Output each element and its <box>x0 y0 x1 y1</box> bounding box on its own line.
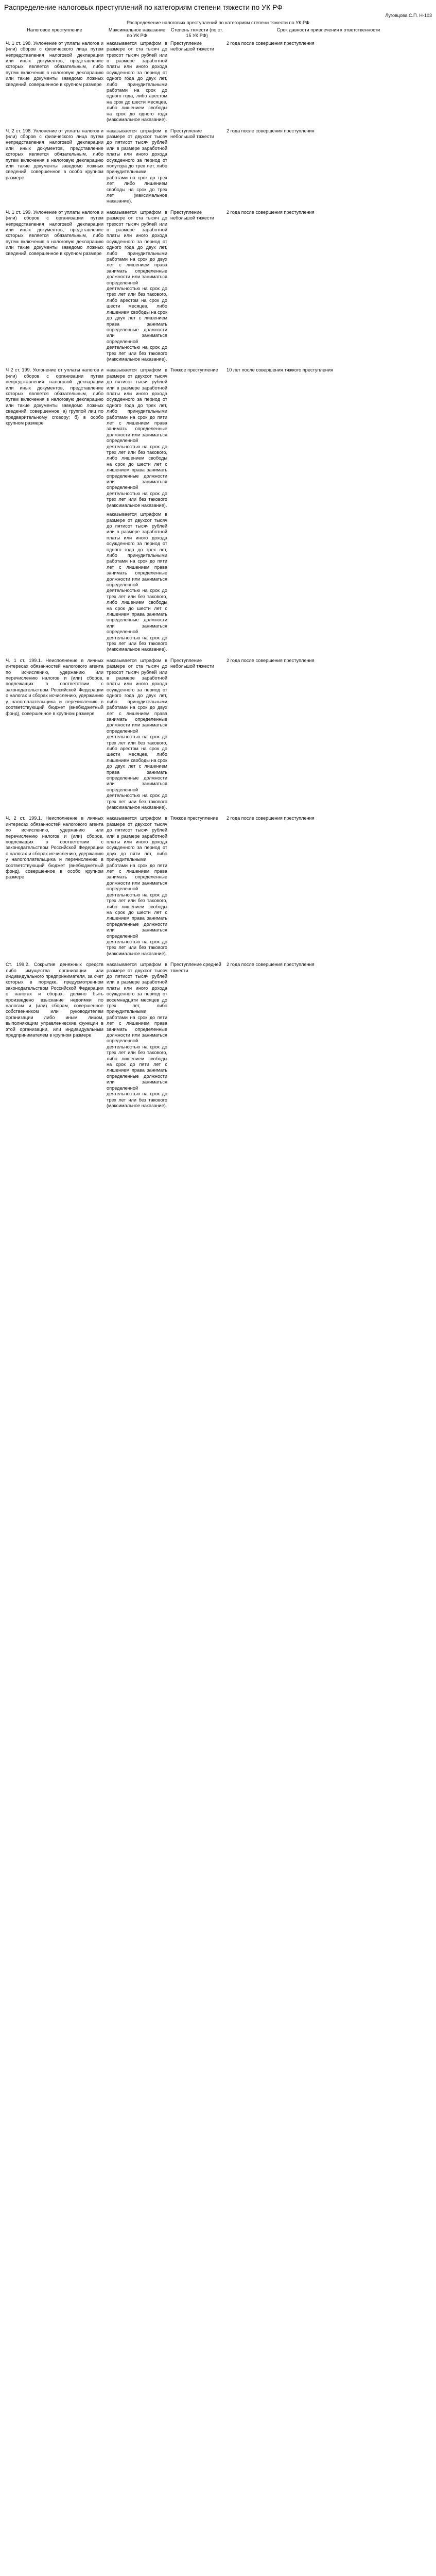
punishment-cell <box>105 40 169 127</box>
category-cell: Преступление небольшой тяжести <box>170 657 214 669</box>
table-caption: Распределение налоговых преступлений по категориям степени тяжести по УК РФ <box>127 20 309 25</box>
limitation-cell: 2 года после совершения преступления <box>226 816 315 821</box>
table-row <box>4 366 432 657</box>
table-row <box>4 815 432 961</box>
category-cell: Преступление средней тяжести <box>170 962 221 973</box>
limitation-cell: 2 года после совершения преступления <box>226 657 315 663</box>
punishment-cell <box>105 815 169 961</box>
punishment-text: наказывается штрафом в размере от двухсот тысяч до пятисот тысяч рублей или в размере заработной платы или иного дохода осужденного за период от полутора до трех лет, либо принудительными работами на срок до трех лет, либо лишением свободы на срок до трех лет (максимальное наказание). <box>107 128 167 204</box>
category-cell: Преступление небольшой тяжести <box>170 40 214 52</box>
limitation-cell: 2 года после совершения преступления <box>226 209 315 215</box>
table-row <box>4 127 432 209</box>
punishment-text: наказывается штрафом в размере от двухсот тысяч до пятисот тысяч рублей или в размере заработной платы или иного дохода осужденного за период от одного года до трех лет, либо принудительными работами на срок до пяти лет с лишением права занимать определенные должности или заниматься определенной деятельностью на срок до трех лет или без такового, либо лишением свободы на срок до шести лет с лишением права занимать определенные должности или заниматься определенной деятельностью на срок до трех лет или без такового (максимальное наказание). <box>107 512 167 652</box>
crime-cell: Ст. 199.2. Сокрытие денежных средств либо имущества организации или индивидуального предпринимателя, за счет которых в порядке, предусмотренном законодательством Российской Федерации о налогах и сборах, должно быть произведено взыскание недоимки по налогам и (или) сборам, совершенное собственником или руководителем организации либо иным лицом, выполняющим управленческие функции в этой организации, или индивидуальным предпринимателем в крупном размере <box>6 962 103 1038</box>
crime-cell: Ч. 2 ст. 199.1. Неисполнение в личных интересах обязанностей налогового агента по исчислению, удержанию или перечислению налогов и (или) сборов, подлежащих в соответствии с законодательством Российской Федерации о налогах и сборах исчислению, удержанию у налогоплательщика и перечислению в соответствующий бюджет (внебюджетный фонд), совершенное в особо крупном размере <box>6 816 103 880</box>
punishment-text: наказывается штрафом в размере от двухсот тысяч до пятисот тысяч рублей или в размере заработной платы или иного дохода осужденного за период от двух до пяти лет, либо принудительными работами на срок до пяти лет с лишением права занимать определенные должности или заниматься определенной деятельностью на срок до трех лет или без такового, либо лишением свободы на срок до шести лет с лишением права занимать определенные должности или заниматься определенной деятельностью на срок до трех лет или без такового (максимальное наказание). <box>107 816 167 956</box>
crime-cell: Ч 2 ст. 199. Уклонение от уплаты налогов и (или) сборов с организации путем непредставления налоговой декларации или иных документов, представление которых является обязательным, либо путем включения в налоговую декларацию или такие документы заведомо ложных сведений, совершенное: а) группой лиц по предварительному сговору; б) в особо крупном размере <box>6 367 103 426</box>
punishment-cell <box>105 657 169 815</box>
header-category: Степень тяжести (по ст. 15 УК РФ) <box>170 27 223 39</box>
category-cell: Тяжкое преступление <box>170 816 218 821</box>
limitation-cell: 2 года после совершения преступления <box>226 40 315 46</box>
punishment-text: наказывается штрафом в размере от ста тысяч до трехсот тысяч рублей или в размере заработной платы или иного дохода осужденного за период от одного года до двух лет, либо принудительными работами на срок до двух лет с лишением права занимать определенные должности или заниматься определенной деятельностью на срок до трех лет или без такового, либо арестом на срок до шести месяцев, либо лишением свободы на срок до двух лет с лишением права занимать определенные должности или заниматься определенной деятельностью на срок до трех лет или без такового (максимальное наказание). <box>107 209 167 362</box>
tax-crimes-table <box>4 20 432 1113</box>
punishment-cell <box>105 127 169 209</box>
punishment-cell <box>105 209 169 367</box>
table-row <box>4 961 432 1113</box>
punishment-text: наказывается штрафом в размере от двухсот тысяч до пятисот тысяч рублей или в размере заработной платы или иного дохода осужденного за период от одного года до трех лет, либо принудительными работами на срок до пяти лет с лишением права занимать определенные должности или заниматься определенной деятельностью на срок до трех лет или без такового, либо лишением свободы на срок до шести лет с лишением права занимать определенные должности или заниматься определенной деятельностью на срок до трех лет или без такового (максимальное наказание). <box>107 367 167 508</box>
document <box>0 0 436 1119</box>
header-crime: Налоговое преступление <box>27 27 82 32</box>
header-punishment: Максимальное наказание по УК РФ <box>108 27 166 39</box>
category-cell: Тяжкое преступление <box>170 367 218 373</box>
document-title: Распределение налоговых преступлений по категориям степени тяжести по УК РФ <box>4 3 283 11</box>
punishment-text: наказывается штрафом в размере от двухсот тысяч до пятисот тысяч рублей или в размере заработной платы или иного дохода осужденного за период от восемнадцати месяцев до трех лет, либо принудительными работами на срок до пяти лет с лишением права занимать определенные должности или заниматься определенной деятельностью на срок до трех лет или без такового, либо лишением свободы на срок до пяти лет с лишением права занимать определенные должности или заниматься определенной деятельностью на срок до трех лет или без такового (максимальное наказание). <box>107 962 167 1108</box>
punishment-cell <box>105 961 169 1113</box>
category-cell: Преступление небольшой тяжести <box>170 128 214 139</box>
document-author: Луговцова С.П. Н-103 <box>385 13 432 18</box>
header-limitation: Срок давности привлечения к ответственности <box>276 27 380 32</box>
limitation-cell: 2 года после совершения преступления <box>226 962 315 968</box>
punishment-cell <box>105 366 169 657</box>
crime-cell: Ч. 1 ст. 199.1. Неисполнение в личных интересах обязанностей налогового агента по исчислению, удержанию или перечислению налогов и (или) сборов, подлежащих в соответствии с законодательством Российской Федерации о налогах и сборах исчислению, удержанию у налогоплательщика и перечислению в соответствующий бюджет (внебюджетный фонд), совершенное в крупном размере <box>6 657 103 716</box>
limitation-cell: 10 лет после совершения тяжкого преступления <box>226 367 334 373</box>
table-body <box>4 40 432 1113</box>
crime-cell: Ч. 2 ст. 198. Уклонение от уплаты налогов и (или) сборов с физического лица путем непредставления налоговой декларации или иных документов, представление которых является обязательным, либо путем включения в налоговую декларацию или такие документы заведомо ложных сведений, совершенное в особо крупном размере <box>6 128 103 180</box>
punishment-text: наказывается штрафом в размере от ста тысяч до трехсот тысяч рублей или в размере заработной платы или иного дохода осужденного за период от одного года до двух лет, либо принудительными работами на срок до двух лет с лишением права занимать определенные должности или заниматься определенной деятельностью на срок до трех лет или без такового, либо арестом на срок до шести месяцев, либо лишением свободы на срок до двух лет с лишением права занимать определенные должности или заниматься определенной деятельностью на срок до трех лет или без такового (максимальное наказание). <box>107 657 167 810</box>
table-row <box>4 657 432 815</box>
crime-cell: Ч. 1 ст. 198. Уклонение от уплаты налогов и (или) сборов с физического лица путем непредставления налоговой декларации или иных документов, представление которых является обязательным, либо путем включения в налоговую декларацию или такие документы заведомо ложных сведений, совершенное в крупном размере <box>6 40 103 87</box>
punishment-text: наказывается штрафом в размере от ста тысяч до трехсот тысяч рублей или в размере заработной платы или иного дохода осужденного за период от одного года до двух лет, либо принудительными работами на срок до одного года, либо арестом на срок до шести месяцев, либо лишением свободы на срок до одного года (максимальное наказание). <box>107 40 167 123</box>
table-header-row <box>4 27 432 40</box>
table-row <box>4 209 432 367</box>
table-row <box>4 40 432 127</box>
crime-cell: Ч. 1 ст. 199. Уклонение от уплаты налогов и (или) сборов с организации путем непредставления налоговой декларации или иных документов, представление которых является обязательным, либо путем включения в налоговую декларацию или такие документы заведомо ложных сведений, совершенное в крупном размере <box>6 209 103 256</box>
category-cell: Преступление небольшой тяжести <box>170 209 214 221</box>
limitation-cell: 2 года после совершения преступления <box>226 128 315 133</box>
